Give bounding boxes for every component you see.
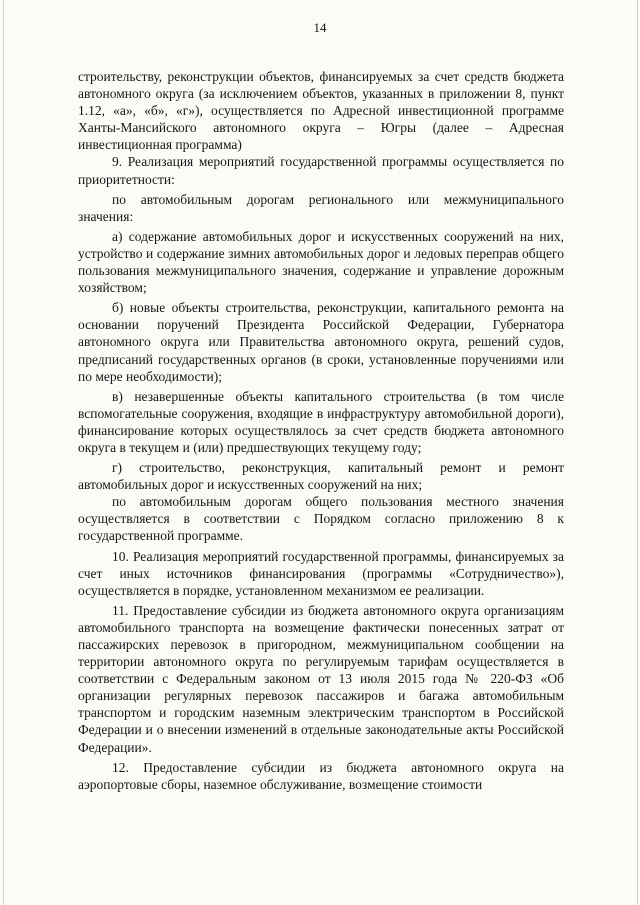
paragraph-local-roads: по автомобильным дорогам общего пользования местного значения осуществляется в соответствии с Порядком согласно приложению 8 к государственной программе. <box>78 494 564 544</box>
scan-edge-right <box>637 0 638 905</box>
page-number: 14 <box>313 20 327 35</box>
paragraph-sub-g: г) строительство, реконструкция, капитальный ремонт и ремонт автомобильных дорог и искусственных сооружений на них; <box>78 460 564 493</box>
paragraph-item-9: 9. Реализация мероприятий государственной программы осуществляется по приоритетности: <box>78 154 564 187</box>
paragraph-item-11: 11. Предоставление субсидии из бюджета автономного округа организациям автомобильного транспорта на возмещение фактически понесенных затрат от пассажирских перевозок в пригородном, межмуниципальном сообщении на территории автономного округа по регулируемым тарифам осуществляется в соответствии с Федеральным законом от 13 июля 2015 года № 220-ФЗ «Об организации регулярных перевозок пассажиров и багажа автомобильным транспортом и городским наземным электрическим транспортом в Российской Федерации и о внесении изменений в отдельные законодательные акты Российской Федерации». <box>78 602 564 755</box>
paragraph-sub-b: б) новые объекты строительства, реконструкции, капитального ремонта на основании поручений Президента Российской Федерации, Губернатора автономного округа или Правительства автономного округа, решений судов, предписаний государственных органов (в сроки, установленные поручениями или по мере необходимости); <box>78 300 564 384</box>
paragraph-regional-roads: по автомобильным дорогам регионального или межмуниципального значения: <box>78 191 564 224</box>
document-body <box>78 68 564 793</box>
paragraph-item-10: 10. Реализация мероприятий государственной программы, финансируемых за счет иных источников финансирования (программы «Сотрудничество»), осуществляется в порядке, установленном механизмом ее реализации. <box>78 548 564 598</box>
paragraph-item-12: 12. Предоставление субсидии из бюджета автономного округа на аэропортовые сборы, наземное обслуживание, возмещение стоимости <box>78 759 564 792</box>
paragraph-sub-v: в) незавершенные объекты капитального строительства (в том числе вспомогательные сооружения, входящие в инфраструктуру автомобильной дороги), финансирование которых осуществлялось за счет средств бюджета автономного округа в текущем и (или) предшествующих текущему году; <box>78 388 564 455</box>
scan-edge-left <box>3 0 4 905</box>
paragraph-sub-a: а) содержание автомобильных дорог и искусственных сооружений на них, устройство и содержание зимних автомобильных дорог и ледовых переправ общего пользования межмуниципального значения, содержание и управление дорожным хозяйством; <box>78 228 564 296</box>
paragraph-continuation: строительству, реконструкции объектов, финансируемых за счет средств бюджета автономного округа (за исключением объектов, указанных в приложении 8, пункт 1.12, «а», «б», «г»), осуществляется по Адресной инвестиционной программе Ханты-Мансийского автономного округа – Югры (далее – Адресная инвестиционная программа) <box>78 69 564 153</box>
